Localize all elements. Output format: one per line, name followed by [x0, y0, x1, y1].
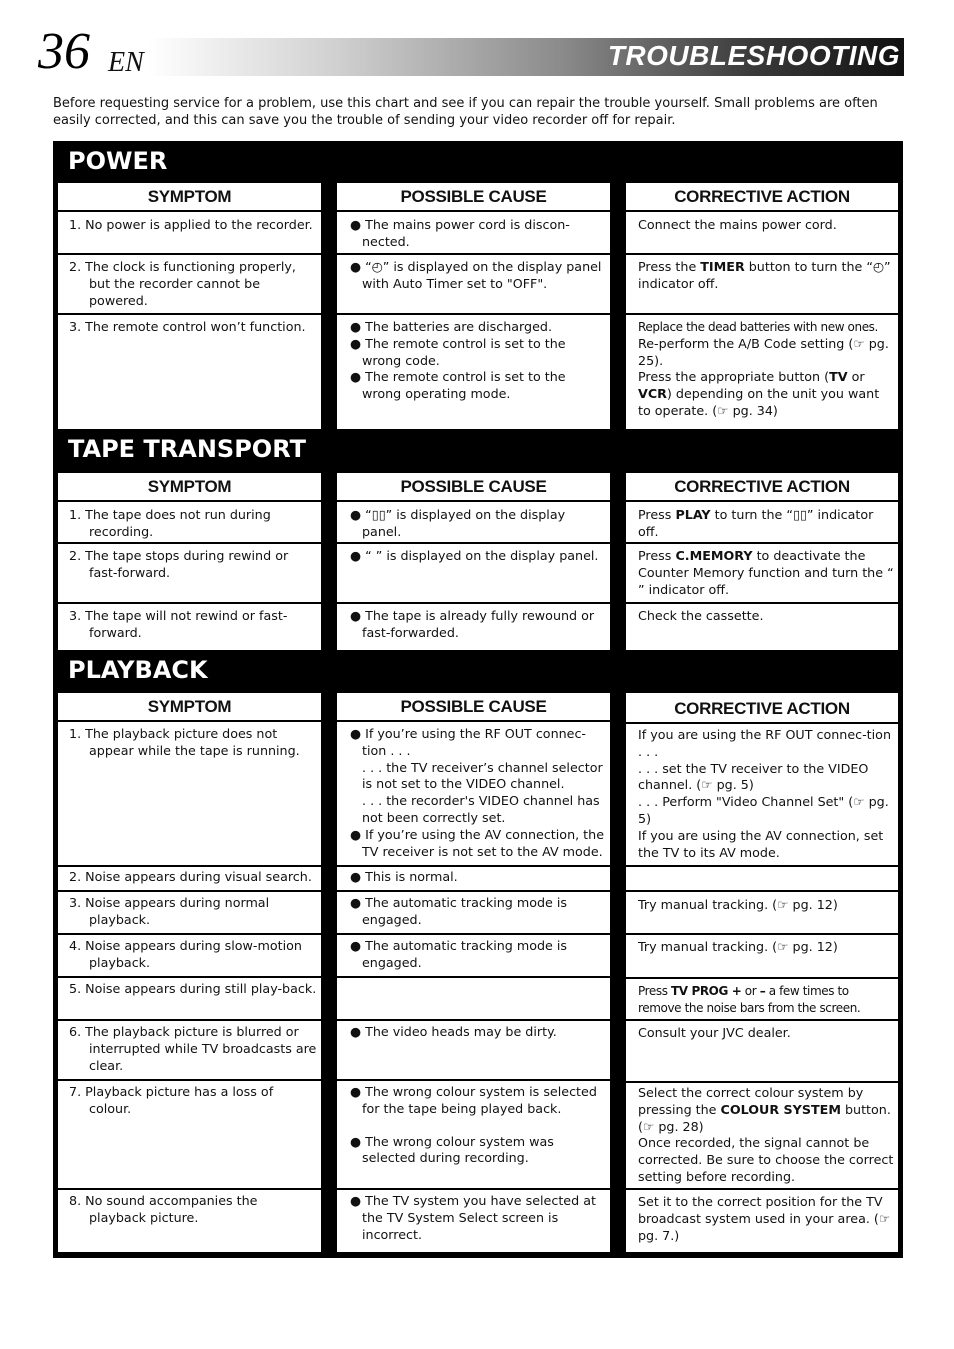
cause-text: ● “◴” is displayed on the display panel with Auto Timer set to "OFF".: [350, 259, 602, 291]
column-header-symptom: SYMPTOM: [58, 473, 321, 502]
power-cause-column: [337, 183, 610, 429]
section-title-tape-transport: TAPE TRANSPORT: [68, 435, 306, 463]
row-divider: [626, 253, 898, 255]
power-action-2: [626, 259, 898, 293]
playback-symptom-3: 3. Noise appears during normal playback.: [69, 895, 270, 927]
row-divider: [58, 602, 321, 604]
action-text: ) depending on the unit you want to operate. (☞ pg. 34): [638, 386, 880, 418]
power-symptom-column: [58, 183, 321, 429]
playback-action-5: [626, 983, 898, 1017]
title-bar: [148, 38, 904, 76]
tape-action-1: [626, 507, 898, 541]
button-name: TIMER: [700, 259, 745, 274]
row-divider: [626, 1081, 898, 1083]
row-divider: [58, 1188, 321, 1190]
action-text: Select the correct colour system by pressing the: [638, 1085, 864, 1117]
action-text: Replace the dead batteries with new ones.: [638, 320, 878, 334]
column-header-action: CORRECTIVE ACTION: [626, 183, 898, 212]
row-divider: [626, 933, 898, 935]
playback-symptom-column: [58, 693, 321, 1252]
column-header-action: CORRECTIVE ACTION: [626, 473, 898, 502]
button-name: –: [759, 984, 766, 998]
action-text: or: [847, 369, 865, 385]
playback-action-6: Consult your JVC dealer.: [638, 1025, 791, 1040]
cause-text: ● This is normal.: [350, 869, 458, 884]
row-divider: [337, 602, 610, 604]
row-divider: [58, 1019, 321, 1021]
action-text: to deactivate the Counter Memory function and turn the “ ” indicator off.: [638, 548, 894, 597]
action-text: button to turn the “◴” indicator off.: [638, 259, 891, 291]
row-divider: [337, 933, 610, 935]
action-text: Once recorded, the signal cannot be corrected. Be sure to choose the correct setting before recording.: [638, 1135, 894, 1184]
row-divider: [337, 890, 610, 892]
column-header-cause: POSSIBLE CAUSE: [337, 693, 610, 722]
row-divider: [58, 976, 321, 978]
tape-cause-3: [337, 608, 610, 642]
tape-symptom-column: [58, 473, 321, 650]
cause-text: ● The wrong colour system is selected for the tape being played back.: [350, 1084, 597, 1116]
column-header-cause: POSSIBLE CAUSE: [337, 473, 610, 502]
playback-cause-3: [337, 895, 610, 929]
button-name: C.MEMORY: [675, 548, 753, 563]
action-text: Press: [638, 507, 676, 522]
cause-text: ● The wrong colour system was selected during recording.: [350, 1133, 554, 1166]
intro-text: Before requesting service for a problem, use this chart and see if you can repair the trouble yourself. Small problems are often easily corrected, and this can save you the trouble of sending your video recorder off for repair.: [53, 96, 878, 128]
tape-symptom-2: 2. The tape stops during rewind or fast-forward.: [69, 548, 289, 580]
playback-cause-column: [337, 693, 610, 1252]
row-divider: [337, 1188, 610, 1190]
playback-symptom-8: 8. No sound accompanies the playback picture.: [69, 1193, 258, 1225]
tape-symptom-1: 1. The tape does not run during recording.: [69, 507, 271, 539]
playback-cause-1: [337, 726, 610, 860]
playback-action-1: [626, 727, 898, 861]
action-text: If you are using the RF OUT connec-tion . . .: [638, 727, 891, 759]
row-divider: [58, 933, 321, 935]
playback-cause-4: [337, 938, 610, 972]
power-cause-1: [337, 217, 610, 251]
row-divider: [626, 1019, 898, 1021]
tape-action-2: [626, 548, 898, 598]
power-symptom-2: 2. The clock is functioning properly, but the recorder cannot be powered.: [69, 259, 296, 308]
power-symptom-1: 1. No power is applied to the recorder.: [69, 217, 313, 232]
action-text: [638, 1085, 894, 1135]
page-title: TROUBLESHOOTING: [607, 40, 900, 71]
action-text: to turn the “▯▯” indicator off.: [638, 507, 874, 539]
column-header-symptom: SYMPTOM: [58, 693, 321, 722]
playback-cause-6: [337, 1024, 610, 1041]
cause-text: ● If you’re using the AV connection, the TV receiver is not set to the AV mode.: [350, 826, 604, 859]
row-divider: [337, 313, 610, 315]
action-text: Re-perform the A/B Code setting (☞ pg. 25).: [638, 335, 889, 368]
column-header-symptom: SYMPTOM: [58, 183, 321, 212]
row-divider: [626, 890, 898, 892]
button-name: VCR: [638, 386, 667, 402]
action-text: Press: [638, 984, 671, 998]
tape-symptom-3: 3. The tape will not rewind or fast-forward.: [69, 608, 288, 640]
cause-text: ● The mains power cord is discon-nected.: [350, 217, 570, 249]
playback-action-column: [626, 693, 898, 1252]
page-number: 36: [38, 23, 90, 80]
action-text: . . . Perform "Video Channel Set" (☞ pg. 5): [638, 794, 889, 826]
cause-text: ● The automatic tracking mode is engaged.: [350, 895, 568, 927]
playback-action-3: Try manual tracking. (☞ pg. 12): [638, 897, 838, 912]
action-text: [638, 369, 894, 419]
playback-action-4: Try manual tracking. (☞ pg. 12): [638, 939, 838, 954]
page-header: [38, 23, 904, 80]
playback-cause-2: [337, 869, 610, 886]
power-symptom-3: 3. The remote control won’t function.: [69, 319, 306, 334]
row-divider: [58, 1079, 321, 1081]
cause-text: . . . the TV receiver’s channel selector is not set to the VIDEO channel.: [362, 759, 603, 792]
language-code: EN: [108, 47, 144, 78]
row-divider: [58, 313, 321, 315]
column-header-cause: POSSIBLE CAUSE: [337, 183, 610, 212]
button-name: PLAY: [675, 507, 711, 522]
row-divider: [337, 1079, 610, 1081]
row-divider: [58, 890, 321, 892]
button-name: TV PROG +: [671, 984, 742, 998]
cause-text: ● The TV system you have selected at the TV System Select screen is incorrect.: [350, 1193, 596, 1242]
power-cause-3: [337, 319, 610, 403]
power-cause-2: [337, 259, 610, 293]
tape-cause-1: [337, 507, 610, 541]
row-divider: [58, 865, 321, 867]
row-divider: [626, 1188, 898, 1190]
row-divider: [58, 253, 321, 255]
cause-text: ● The batteries are discharged.: [350, 319, 552, 334]
cause-text: ● The tape is already fully rewound or fast-forwarded.: [350, 608, 595, 640]
column-header-action: CORRECTIVE ACTION: [626, 695, 898, 724]
playback-symptom-5: 5. Noise appears during still play-back.: [69, 981, 317, 996]
button-name: COLOUR SYSTEM: [720, 1101, 841, 1117]
row-divider: [337, 253, 610, 255]
cause-text: . . . the recorder's VIDEO channel has not been correctly set.: [362, 793, 600, 825]
action-text: . . . set the TV receiver to the VIDEO channel. (☞ pg. 5): [638, 760, 869, 793]
playback-symptom-2: 2. Noise appears during visual search.: [69, 869, 312, 884]
power-action-column: [626, 183, 898, 429]
row-divider: [626, 542, 898, 544]
section-title-power: POWER: [68, 147, 168, 175]
action-text: a few times to remove the noise bars from the screen.: [638, 984, 861, 1015]
playback-cause-8: [337, 1193, 610, 1243]
playback-action-7: [626, 1085, 898, 1186]
power-action-1: Connect the mains power cord.: [638, 217, 837, 232]
row-divider: [337, 542, 610, 544]
row-divider: [337, 865, 610, 867]
playback-symptom-7: 7. Playback picture has a loss of colour.: [69, 1084, 274, 1116]
row-divider: [626, 977, 898, 979]
tape-cause-2: [337, 548, 610, 565]
action-text: button. (☞ pg. 28): [638, 1101, 891, 1134]
playback-action-8: Set it to the correct position for the TV broadcast system used in your area. (☞ pg. 7.): [638, 1194, 891, 1243]
button-name: TV: [829, 369, 848, 385]
row-divider: [626, 865, 898, 867]
row-divider: [337, 1019, 610, 1021]
playback-symptom-4: 4. Noise appears during slow-motion playback.: [69, 938, 302, 970]
action-text: or: [741, 984, 760, 998]
power-action-3: [626, 319, 898, 420]
playback-symptom-6: 6. The playback picture is blurred or interrupted while TV broadcasts are clear.: [69, 1024, 317, 1073]
playback-symptom-1: 1. The playback picture does not appear while the tape is running.: [69, 726, 300, 758]
cause-text: ● The video heads may be dirty.: [350, 1024, 557, 1039]
row-divider: [626, 313, 898, 315]
row-divider: [58, 542, 321, 544]
action-text: Press the appropriate button (: [638, 369, 830, 385]
action-text: Press: [638, 548, 676, 563]
section-title-playback: PLAYBACK: [68, 656, 208, 684]
action-text: If you are using the AV connection, set the TV to its AV mode.: [638, 827, 884, 860]
tape-action-3: Check the cassette.: [638, 608, 764, 623]
tape-action-column: [626, 473, 898, 650]
cause-text: ● The remote control is set to the wrong code.: [350, 335, 566, 368]
row-divider: [337, 976, 610, 978]
cause-text: ● The remote control is set to the wrong operating mode.: [350, 369, 566, 402]
cause-text: ● “▯▯” is displayed on the display panel.: [350, 507, 566, 539]
action-text: Press the: [638, 259, 701, 274]
cause-text: ● “ ” is displayed on the display panel.: [350, 548, 599, 563]
cause-text: ● The automatic tracking mode is engaged.: [350, 938, 568, 970]
cause-text: ● If you’re using the RF OUT connec-tion . . .: [350, 726, 587, 758]
playback-cause-7: [337, 1084, 610, 1167]
tape-cause-column: [337, 473, 610, 650]
row-divider: [626, 602, 898, 604]
